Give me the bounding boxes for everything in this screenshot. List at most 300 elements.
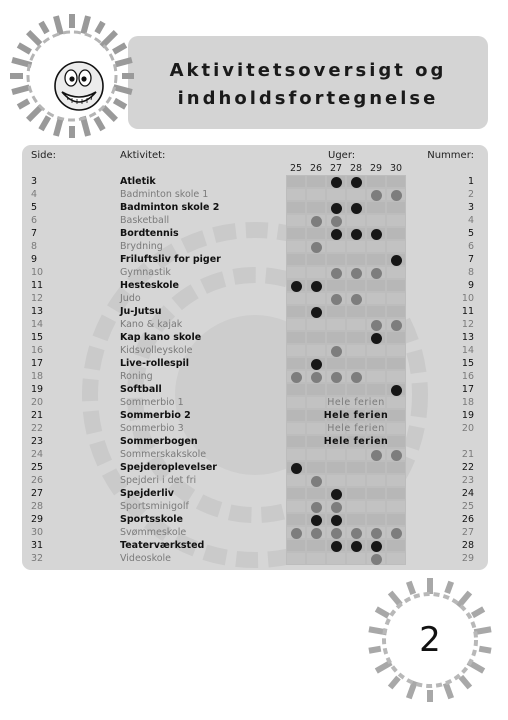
week-cell bbox=[286, 474, 306, 487]
week-cell bbox=[346, 279, 366, 292]
page-ref: 14 bbox=[31, 319, 44, 330]
week-cell bbox=[366, 240, 386, 253]
smiley-face-icon bbox=[55, 62, 103, 110]
week-cell bbox=[286, 344, 306, 357]
week-dot-light bbox=[331, 216, 342, 227]
week-cell bbox=[306, 227, 326, 240]
week-cell bbox=[326, 331, 346, 344]
week-cell bbox=[306, 474, 326, 487]
page-number-badge bbox=[365, 575, 495, 705]
page-ref: 9 bbox=[31, 254, 38, 265]
page-ref: 10 bbox=[31, 267, 44, 278]
page-ref: 30 bbox=[31, 527, 44, 538]
page-ref: 7 bbox=[31, 228, 38, 239]
activity-number: 22 bbox=[461, 462, 474, 473]
whole-holiday-label: Hele ferien bbox=[323, 410, 389, 421]
page-ref: 16 bbox=[31, 345, 44, 356]
week-cell bbox=[326, 279, 346, 292]
week-cell bbox=[346, 305, 366, 318]
week-dot-dark bbox=[331, 177, 342, 188]
header-activity: Aktivitet: bbox=[120, 150, 166, 161]
week-cell bbox=[366, 383, 386, 396]
week-cell bbox=[346, 383, 366, 396]
week-cell bbox=[326, 526, 346, 539]
week-cell bbox=[326, 240, 346, 253]
week-cell bbox=[286, 227, 306, 240]
activity-number: 18 bbox=[461, 397, 474, 408]
week-cell bbox=[386, 383, 406, 396]
week-cell bbox=[286, 266, 306, 279]
week-dot-light bbox=[311, 528, 322, 539]
activity-number: 5 bbox=[467, 228, 474, 239]
week-cell bbox=[286, 188, 306, 201]
week-cell bbox=[326, 175, 346, 188]
week-dot-light bbox=[371, 554, 382, 565]
week-cell bbox=[386, 344, 406, 357]
week-cell bbox=[306, 253, 326, 266]
week-cell bbox=[346, 487, 366, 500]
page-ref: 12 bbox=[31, 293, 44, 304]
week-cell bbox=[386, 227, 406, 240]
week-cell bbox=[346, 292, 366, 305]
activity-number: 9 bbox=[467, 280, 474, 291]
activity-name: Hesteskole bbox=[120, 280, 179, 291]
activity-name: Sommerskakskole bbox=[120, 449, 207, 460]
week-cell bbox=[326, 227, 346, 240]
week-cell bbox=[386, 201, 406, 214]
week-cell bbox=[306, 357, 326, 370]
smiley-sun-logo bbox=[8, 12, 136, 140]
week-cell bbox=[386, 474, 406, 487]
page-ref: 15 bbox=[31, 332, 44, 343]
week-cell bbox=[366, 487, 386, 500]
table-row bbox=[22, 318, 488, 331]
week-cell bbox=[326, 448, 346, 461]
week-dot-light bbox=[371, 528, 382, 539]
week-dot-light bbox=[371, 190, 382, 201]
week-cell bbox=[306, 292, 326, 305]
week-cell bbox=[346, 513, 366, 526]
activity-name: Sommerbogen bbox=[120, 436, 198, 447]
week-cell bbox=[366, 318, 386, 331]
week-cell bbox=[326, 318, 346, 331]
table-row bbox=[22, 266, 488, 279]
week-cell bbox=[306, 461, 326, 474]
week-cell bbox=[286, 539, 306, 552]
week-cell bbox=[326, 201, 346, 214]
week-cell bbox=[326, 383, 346, 396]
week-cell bbox=[386, 500, 406, 513]
table-row bbox=[22, 240, 488, 253]
week-cell bbox=[346, 201, 366, 214]
page-ref: 26 bbox=[31, 475, 44, 486]
week-cell bbox=[326, 357, 346, 370]
week-cell bbox=[286, 279, 306, 292]
activity-number: 13 bbox=[461, 332, 474, 343]
week-cell bbox=[306, 175, 326, 188]
page-ref: 25 bbox=[31, 462, 44, 473]
activity-name: Sommerbio 3 bbox=[120, 423, 184, 434]
table-row bbox=[22, 214, 488, 227]
week-dot-light bbox=[351, 372, 362, 383]
page-title-line-1: Aktivitetsoversigt og bbox=[169, 60, 447, 81]
page-ref: 3 bbox=[31, 176, 38, 187]
week-dot-light bbox=[391, 528, 402, 539]
week-cell bbox=[386, 526, 406, 539]
week-cell bbox=[306, 201, 326, 214]
table-row bbox=[22, 539, 488, 552]
activity-name: Judo bbox=[120, 293, 141, 304]
week-dot-light bbox=[391, 190, 402, 201]
week-dot-dark bbox=[351, 177, 362, 188]
week-cell bbox=[326, 539, 346, 552]
week-cell bbox=[386, 188, 406, 201]
week-cell bbox=[366, 370, 386, 383]
week-dot-dark bbox=[331, 541, 342, 552]
week-cell bbox=[366, 539, 386, 552]
table-row bbox=[22, 227, 488, 240]
week-cell bbox=[346, 253, 366, 266]
week-cell bbox=[346, 539, 366, 552]
week-cell bbox=[326, 500, 346, 513]
week-cell bbox=[326, 513, 346, 526]
page-ref: 8 bbox=[31, 241, 38, 252]
page-ref: 32 bbox=[31, 553, 44, 564]
week-dot-dark bbox=[291, 463, 302, 474]
week-dot-light bbox=[291, 372, 302, 383]
week-dot-light bbox=[331, 294, 342, 305]
table-row bbox=[22, 487, 488, 500]
week-cell bbox=[306, 448, 326, 461]
week-dot-light bbox=[371, 268, 382, 279]
activity-name: Sportsskole bbox=[120, 514, 183, 525]
week-label: 28 bbox=[349, 163, 363, 174]
week-cell bbox=[346, 448, 366, 461]
week-cell bbox=[286, 370, 306, 383]
activity-name: Friluftsliv for piger bbox=[120, 254, 221, 265]
activity-name: Kano & kajak bbox=[120, 319, 183, 330]
activity-name: Badminton skole 2 bbox=[120, 202, 220, 213]
activity-number: 6 bbox=[467, 241, 474, 252]
activity-name: Live-rollespil bbox=[120, 358, 190, 369]
week-cell bbox=[306, 279, 326, 292]
week-cell bbox=[386, 279, 406, 292]
week-cell bbox=[286, 214, 306, 227]
page-ref: 21 bbox=[31, 410, 44, 421]
page-ref: 17 bbox=[31, 358, 44, 369]
table-row bbox=[22, 175, 488, 188]
week-cell bbox=[326, 292, 346, 305]
activity-number: 4 bbox=[467, 215, 474, 226]
week-cell bbox=[286, 240, 306, 253]
week-dot-light bbox=[371, 450, 382, 461]
week-cell bbox=[306, 331, 326, 344]
week-cell bbox=[366, 513, 386, 526]
week-cell bbox=[326, 370, 346, 383]
week-cell bbox=[366, 227, 386, 240]
week-cell bbox=[386, 513, 406, 526]
week-cell bbox=[366, 500, 386, 513]
activity-number: 25 bbox=[461, 501, 474, 512]
week-cell bbox=[366, 175, 386, 188]
week-cell bbox=[346, 318, 366, 331]
week-cell bbox=[386, 240, 406, 253]
activity-name: Svømmeskole bbox=[120, 527, 187, 538]
table-row bbox=[22, 370, 488, 383]
week-cell bbox=[366, 292, 386, 305]
week-cell bbox=[306, 539, 326, 552]
week-dot-dark bbox=[331, 515, 342, 526]
week-dot-light bbox=[331, 528, 342, 539]
page-ref: 6 bbox=[31, 215, 38, 226]
activity-number: 14 bbox=[461, 345, 474, 356]
week-dot-dark bbox=[351, 203, 362, 214]
week-dot-dark bbox=[391, 255, 402, 266]
week-cell bbox=[306, 318, 326, 331]
activity-name: Badminton skole 1 bbox=[120, 189, 209, 200]
activity-number: 1 bbox=[467, 176, 474, 187]
table-row bbox=[22, 474, 488, 487]
week-cell bbox=[326, 266, 346, 279]
activity-number: 19 bbox=[461, 410, 474, 421]
table-row bbox=[22, 513, 488, 526]
week-dot-dark bbox=[351, 541, 362, 552]
week-cell bbox=[326, 214, 346, 227]
page-number: 2 bbox=[419, 620, 441, 660]
week-dot-light bbox=[331, 372, 342, 383]
week-cell bbox=[306, 266, 326, 279]
week-cell bbox=[326, 253, 346, 266]
activity-number: 3 bbox=[467, 202, 474, 213]
activity-number: 28 bbox=[461, 540, 474, 551]
page-ref: 23 bbox=[31, 436, 44, 447]
activity-name: Basketball bbox=[120, 215, 170, 226]
activity-number: 11 bbox=[461, 306, 474, 317]
week-dot-dark bbox=[311, 281, 322, 292]
week-cell bbox=[386, 461, 406, 474]
activity-number: 17 bbox=[461, 384, 474, 395]
page-ref: 20 bbox=[31, 397, 44, 408]
page-ref: 18 bbox=[31, 371, 44, 382]
activity-number: 15 bbox=[461, 358, 474, 369]
week-cell bbox=[326, 188, 346, 201]
page-ref: 13 bbox=[31, 306, 44, 317]
week-dot-light bbox=[331, 502, 342, 513]
table-row bbox=[22, 383, 488, 396]
week-cell bbox=[386, 292, 406, 305]
week-cell bbox=[306, 383, 326, 396]
week-cell bbox=[326, 474, 346, 487]
title-box bbox=[128, 36, 488, 129]
week-label: 26 bbox=[309, 163, 323, 174]
page-ref: 31 bbox=[31, 540, 44, 551]
whole-holiday-label: Hele ferien bbox=[323, 436, 389, 447]
activity-name: Bordtennis bbox=[120, 228, 179, 239]
week-cell bbox=[306, 240, 326, 253]
week-cell bbox=[346, 474, 366, 487]
week-dot-light bbox=[311, 242, 322, 253]
week-cell bbox=[386, 331, 406, 344]
table-row bbox=[22, 279, 488, 292]
week-cell bbox=[366, 357, 386, 370]
table-row bbox=[22, 526, 488, 539]
week-cell bbox=[306, 513, 326, 526]
activity-name: Videoskole bbox=[120, 553, 172, 564]
week-cell bbox=[346, 214, 366, 227]
page-title-line-2: indholdsfortegnelse bbox=[177, 88, 439, 109]
activity-name: Kidsvolleyskole bbox=[120, 345, 193, 356]
activity-name: Roning bbox=[120, 371, 153, 382]
week-cell bbox=[366, 279, 386, 292]
week-label: 27 bbox=[329, 163, 343, 174]
week-cell bbox=[346, 526, 366, 539]
week-cell bbox=[386, 370, 406, 383]
week-cell bbox=[386, 253, 406, 266]
week-cell bbox=[386, 266, 406, 279]
week-cell bbox=[386, 318, 406, 331]
table-row bbox=[22, 201, 488, 214]
week-label: 30 bbox=[389, 163, 403, 174]
week-cell bbox=[386, 214, 406, 227]
table-row bbox=[22, 292, 488, 305]
table-row bbox=[22, 409, 488, 422]
activity-number: 7 bbox=[467, 254, 474, 265]
table-row bbox=[22, 396, 488, 409]
week-cell bbox=[306, 370, 326, 383]
page-ref: 22 bbox=[31, 423, 44, 434]
week-cell bbox=[326, 305, 346, 318]
table-row bbox=[22, 422, 488, 435]
week-cell bbox=[366, 266, 386, 279]
week-cell bbox=[366, 201, 386, 214]
activity-number: 23 bbox=[461, 475, 474, 486]
week-cell bbox=[286, 253, 306, 266]
week-cell bbox=[386, 448, 406, 461]
week-dot-dark bbox=[371, 541, 382, 552]
week-dot-dark bbox=[331, 229, 342, 240]
page-ref: 28 bbox=[31, 501, 44, 512]
activity-name: Spejderliv bbox=[120, 488, 174, 499]
page-ref: 19 bbox=[31, 384, 44, 395]
week-cell bbox=[306, 344, 326, 357]
week-cell bbox=[346, 461, 366, 474]
week-cell bbox=[366, 253, 386, 266]
week-dot-light bbox=[351, 294, 362, 305]
week-cell bbox=[366, 526, 386, 539]
week-cell bbox=[286, 552, 306, 565]
week-cell bbox=[386, 487, 406, 500]
week-cell bbox=[286, 201, 306, 214]
activity-name: Sportsminigolf bbox=[120, 501, 189, 512]
week-cell bbox=[286, 461, 306, 474]
week-cell bbox=[386, 357, 406, 370]
week-cell bbox=[386, 539, 406, 552]
table-row bbox=[22, 344, 488, 357]
week-cell bbox=[306, 500, 326, 513]
week-cell bbox=[286, 305, 306, 318]
page-ref: 4 bbox=[31, 189, 38, 200]
week-cell bbox=[386, 175, 406, 188]
week-dot-light bbox=[331, 346, 342, 357]
week-cell bbox=[286, 331, 306, 344]
table-row bbox=[22, 552, 488, 565]
activity-number: 20 bbox=[461, 423, 474, 434]
week-cell bbox=[366, 552, 386, 565]
week-cell bbox=[346, 331, 366, 344]
week-dot-light bbox=[391, 320, 402, 331]
activity-number: 16 bbox=[461, 371, 474, 382]
week-dot-light bbox=[291, 528, 302, 539]
activity-name: Gymnastik bbox=[120, 267, 171, 278]
table-row bbox=[22, 435, 488, 448]
week-dot-light bbox=[311, 502, 322, 513]
week-dot-dark bbox=[331, 203, 342, 214]
activity-overview-panel bbox=[22, 145, 488, 570]
activity-name: Sommerbio 1 bbox=[120, 397, 184, 408]
week-cell bbox=[346, 175, 366, 188]
week-cell bbox=[366, 448, 386, 461]
week-cell bbox=[286, 383, 306, 396]
header-weeks: Uger: bbox=[328, 150, 356, 161]
week-dot-dark bbox=[311, 515, 322, 526]
week-cell bbox=[386, 552, 406, 565]
week-cell bbox=[366, 474, 386, 487]
week-cell bbox=[366, 305, 386, 318]
table-row bbox=[22, 331, 488, 344]
week-cell bbox=[306, 188, 326, 201]
week-cell bbox=[286, 500, 306, 513]
activity-number: 10 bbox=[461, 293, 474, 304]
page-ref: 29 bbox=[31, 514, 44, 525]
week-dot-dark bbox=[371, 333, 382, 344]
table-row bbox=[22, 357, 488, 370]
week-cell bbox=[286, 175, 306, 188]
week-dot-dark bbox=[391, 385, 402, 396]
week-cell bbox=[326, 461, 346, 474]
week-dot-light bbox=[311, 216, 322, 227]
page-ref: 24 bbox=[31, 449, 44, 460]
activity-number: 8 bbox=[467, 267, 474, 278]
table-row bbox=[22, 253, 488, 266]
week-cell bbox=[346, 500, 366, 513]
activity-number: 2 bbox=[467, 189, 474, 200]
week-label: 29 bbox=[369, 163, 383, 174]
activity-number: 27 bbox=[461, 527, 474, 538]
week-cell bbox=[306, 487, 326, 500]
activity-number: 12 bbox=[461, 319, 474, 330]
page-ref: 5 bbox=[31, 202, 38, 213]
page-ref: 11 bbox=[31, 280, 44, 291]
week-dot-dark bbox=[371, 229, 382, 240]
table-row bbox=[22, 448, 488, 461]
week-cell bbox=[306, 305, 326, 318]
week-dot-light bbox=[331, 268, 342, 279]
week-cell bbox=[286, 357, 306, 370]
table-row bbox=[22, 305, 488, 318]
week-dot-light bbox=[371, 320, 382, 331]
week-cell bbox=[346, 552, 366, 565]
activity-number: 26 bbox=[461, 514, 474, 525]
week-cell bbox=[286, 318, 306, 331]
activity-name: Atletik bbox=[120, 176, 156, 187]
activity-name: Kap kano skole bbox=[120, 332, 202, 343]
week-dot-dark bbox=[311, 307, 322, 318]
week-dot-dark bbox=[331, 489, 342, 500]
week-cell bbox=[346, 370, 366, 383]
week-cell bbox=[286, 292, 306, 305]
week-dot-dark bbox=[351, 229, 362, 240]
week-cell bbox=[346, 344, 366, 357]
